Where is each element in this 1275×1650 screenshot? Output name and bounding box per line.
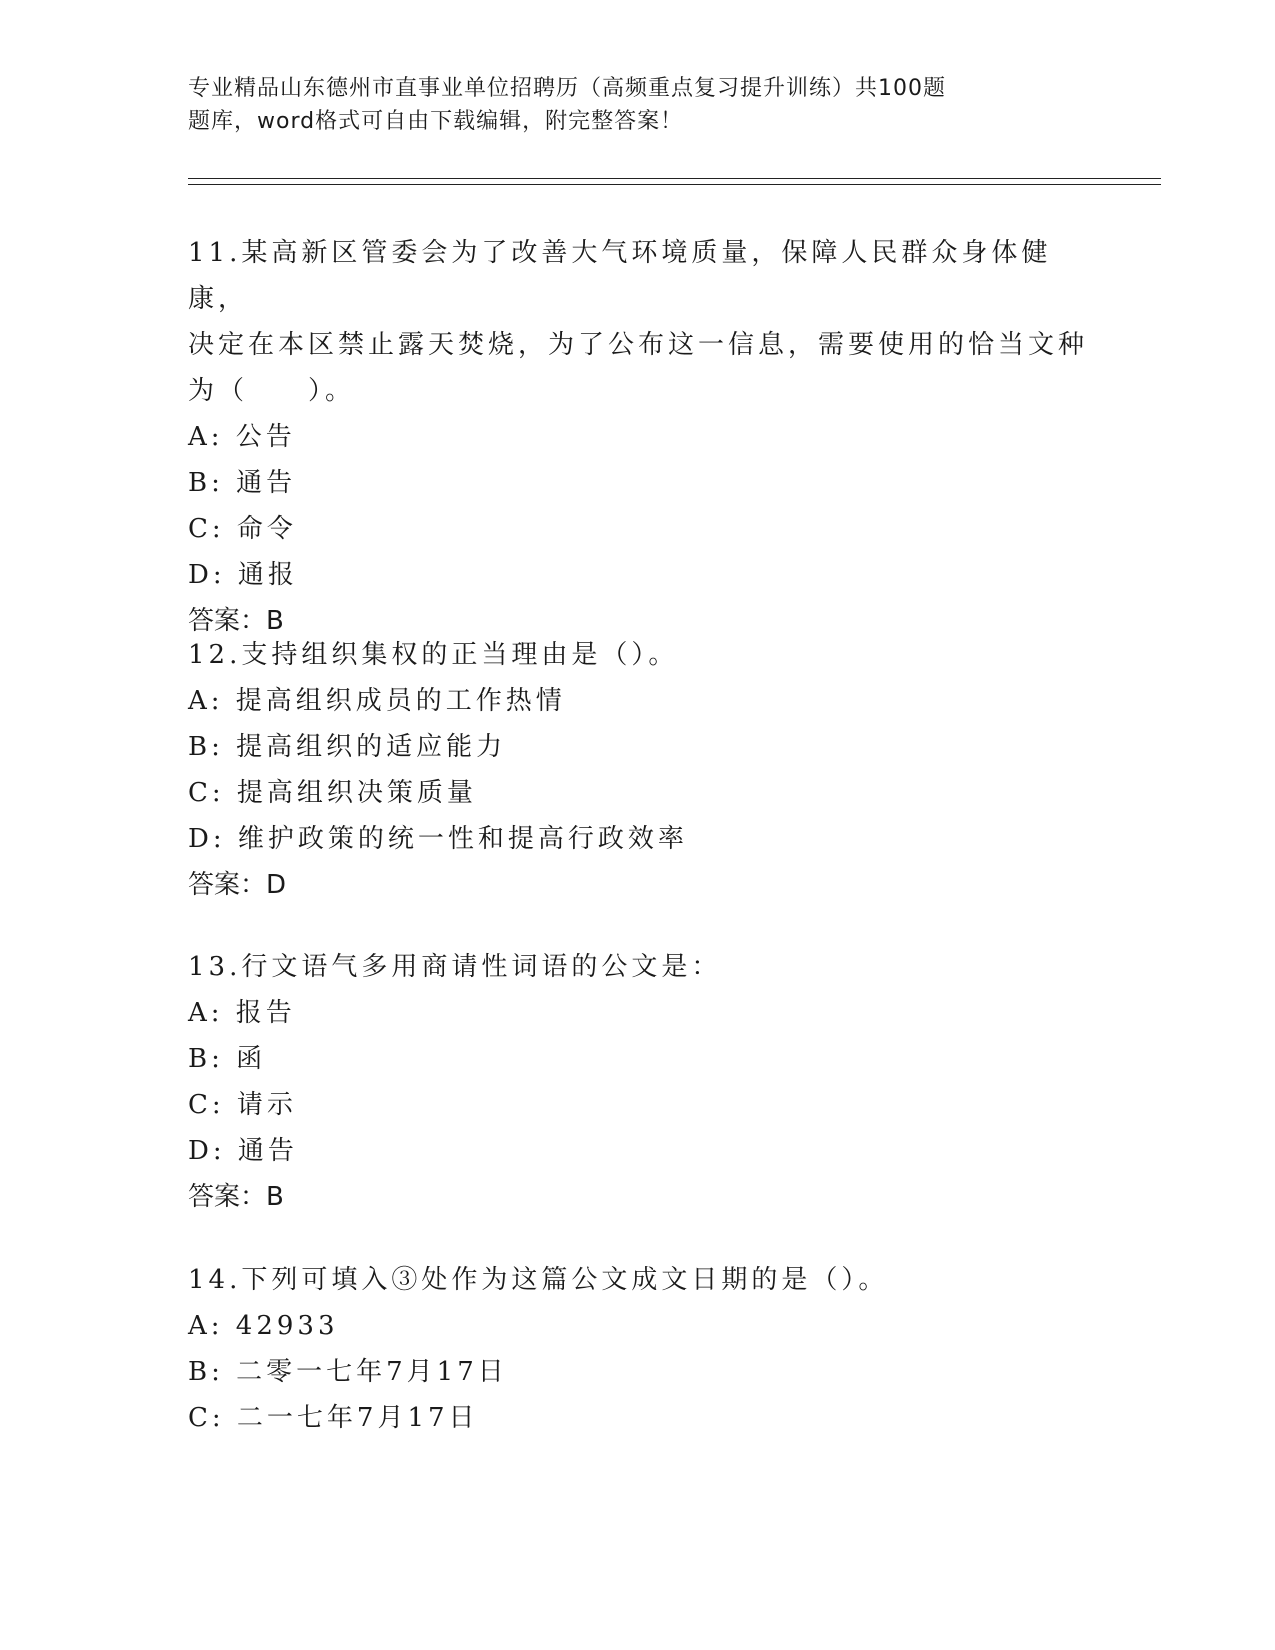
option-c: C: 提高组织决策质量 <box>188 778 477 808</box>
question-block-14 <box>188 1257 1088 1441</box>
option-d: D: 通报 <box>188 560 298 590</box>
option-a: A: 报告 <box>188 998 296 1028</box>
option-b: B: 二零一七年7月17日 <box>188 1357 508 1387</box>
header-line-2: 题库，word格式可自由下载编辑，附完整答案！ <box>188 109 684 134</box>
option-c: C: 命令 <box>188 514 297 544</box>
option-a: A: 42933 <box>188 1311 339 1341</box>
option-b: B: 函 <box>188 1044 267 1074</box>
question-block-13 <box>188 944 1088 1220</box>
question-stem-line: 14.下列可填入③处作为这篇公文成文日期的是（）。 <box>188 1265 889 1295</box>
answer: 答案：B <box>188 606 284 636</box>
question-stem-line: 为（ ）。 <box>188 376 356 406</box>
question-block-12 <box>188 632 1088 908</box>
option-b: B: 通告 <box>188 468 297 498</box>
option-b: B: 提高组织的适应能力 <box>188 732 507 762</box>
option-a: A: 公告 <box>188 422 296 452</box>
header-line-1: 专业精品山东德州市直事业单位招聘历（高频重点复习提升训练）共100题 <box>188 76 946 101</box>
question-stem-line: 13.行文语气多用商请性词语的公文是： <box>188 952 722 982</box>
answer: 答案：D <box>188 870 287 900</box>
option-c: C: 二一七年7月17日 <box>188 1403 479 1433</box>
option-d: D: 维护政策的统一性和提高行政效率 <box>188 824 688 854</box>
header-divider-bottom <box>188 184 1161 185</box>
question-stem-line: 11.某高新区管委会为了改善大气环境质量，保障人民群众身体健康， <box>188 238 1052 314</box>
document-header <box>188 72 1048 138</box>
option-a: A: 提高组织成员的工作热情 <box>188 686 566 716</box>
answer: 答案：B <box>188 1182 284 1212</box>
question-stem-line: 12.支持组织集权的正当理由是（）。 <box>188 640 679 670</box>
option-d: D: 通告 <box>188 1136 298 1166</box>
header-divider-top <box>188 178 1161 179</box>
question-block-11 <box>188 230 1088 644</box>
option-c: C: 请示 <box>188 1090 297 1120</box>
question-stem-line: 决定在本区禁止露天焚烧，为了公布这一信息，需要使用的恰当文种 <box>188 330 1089 360</box>
